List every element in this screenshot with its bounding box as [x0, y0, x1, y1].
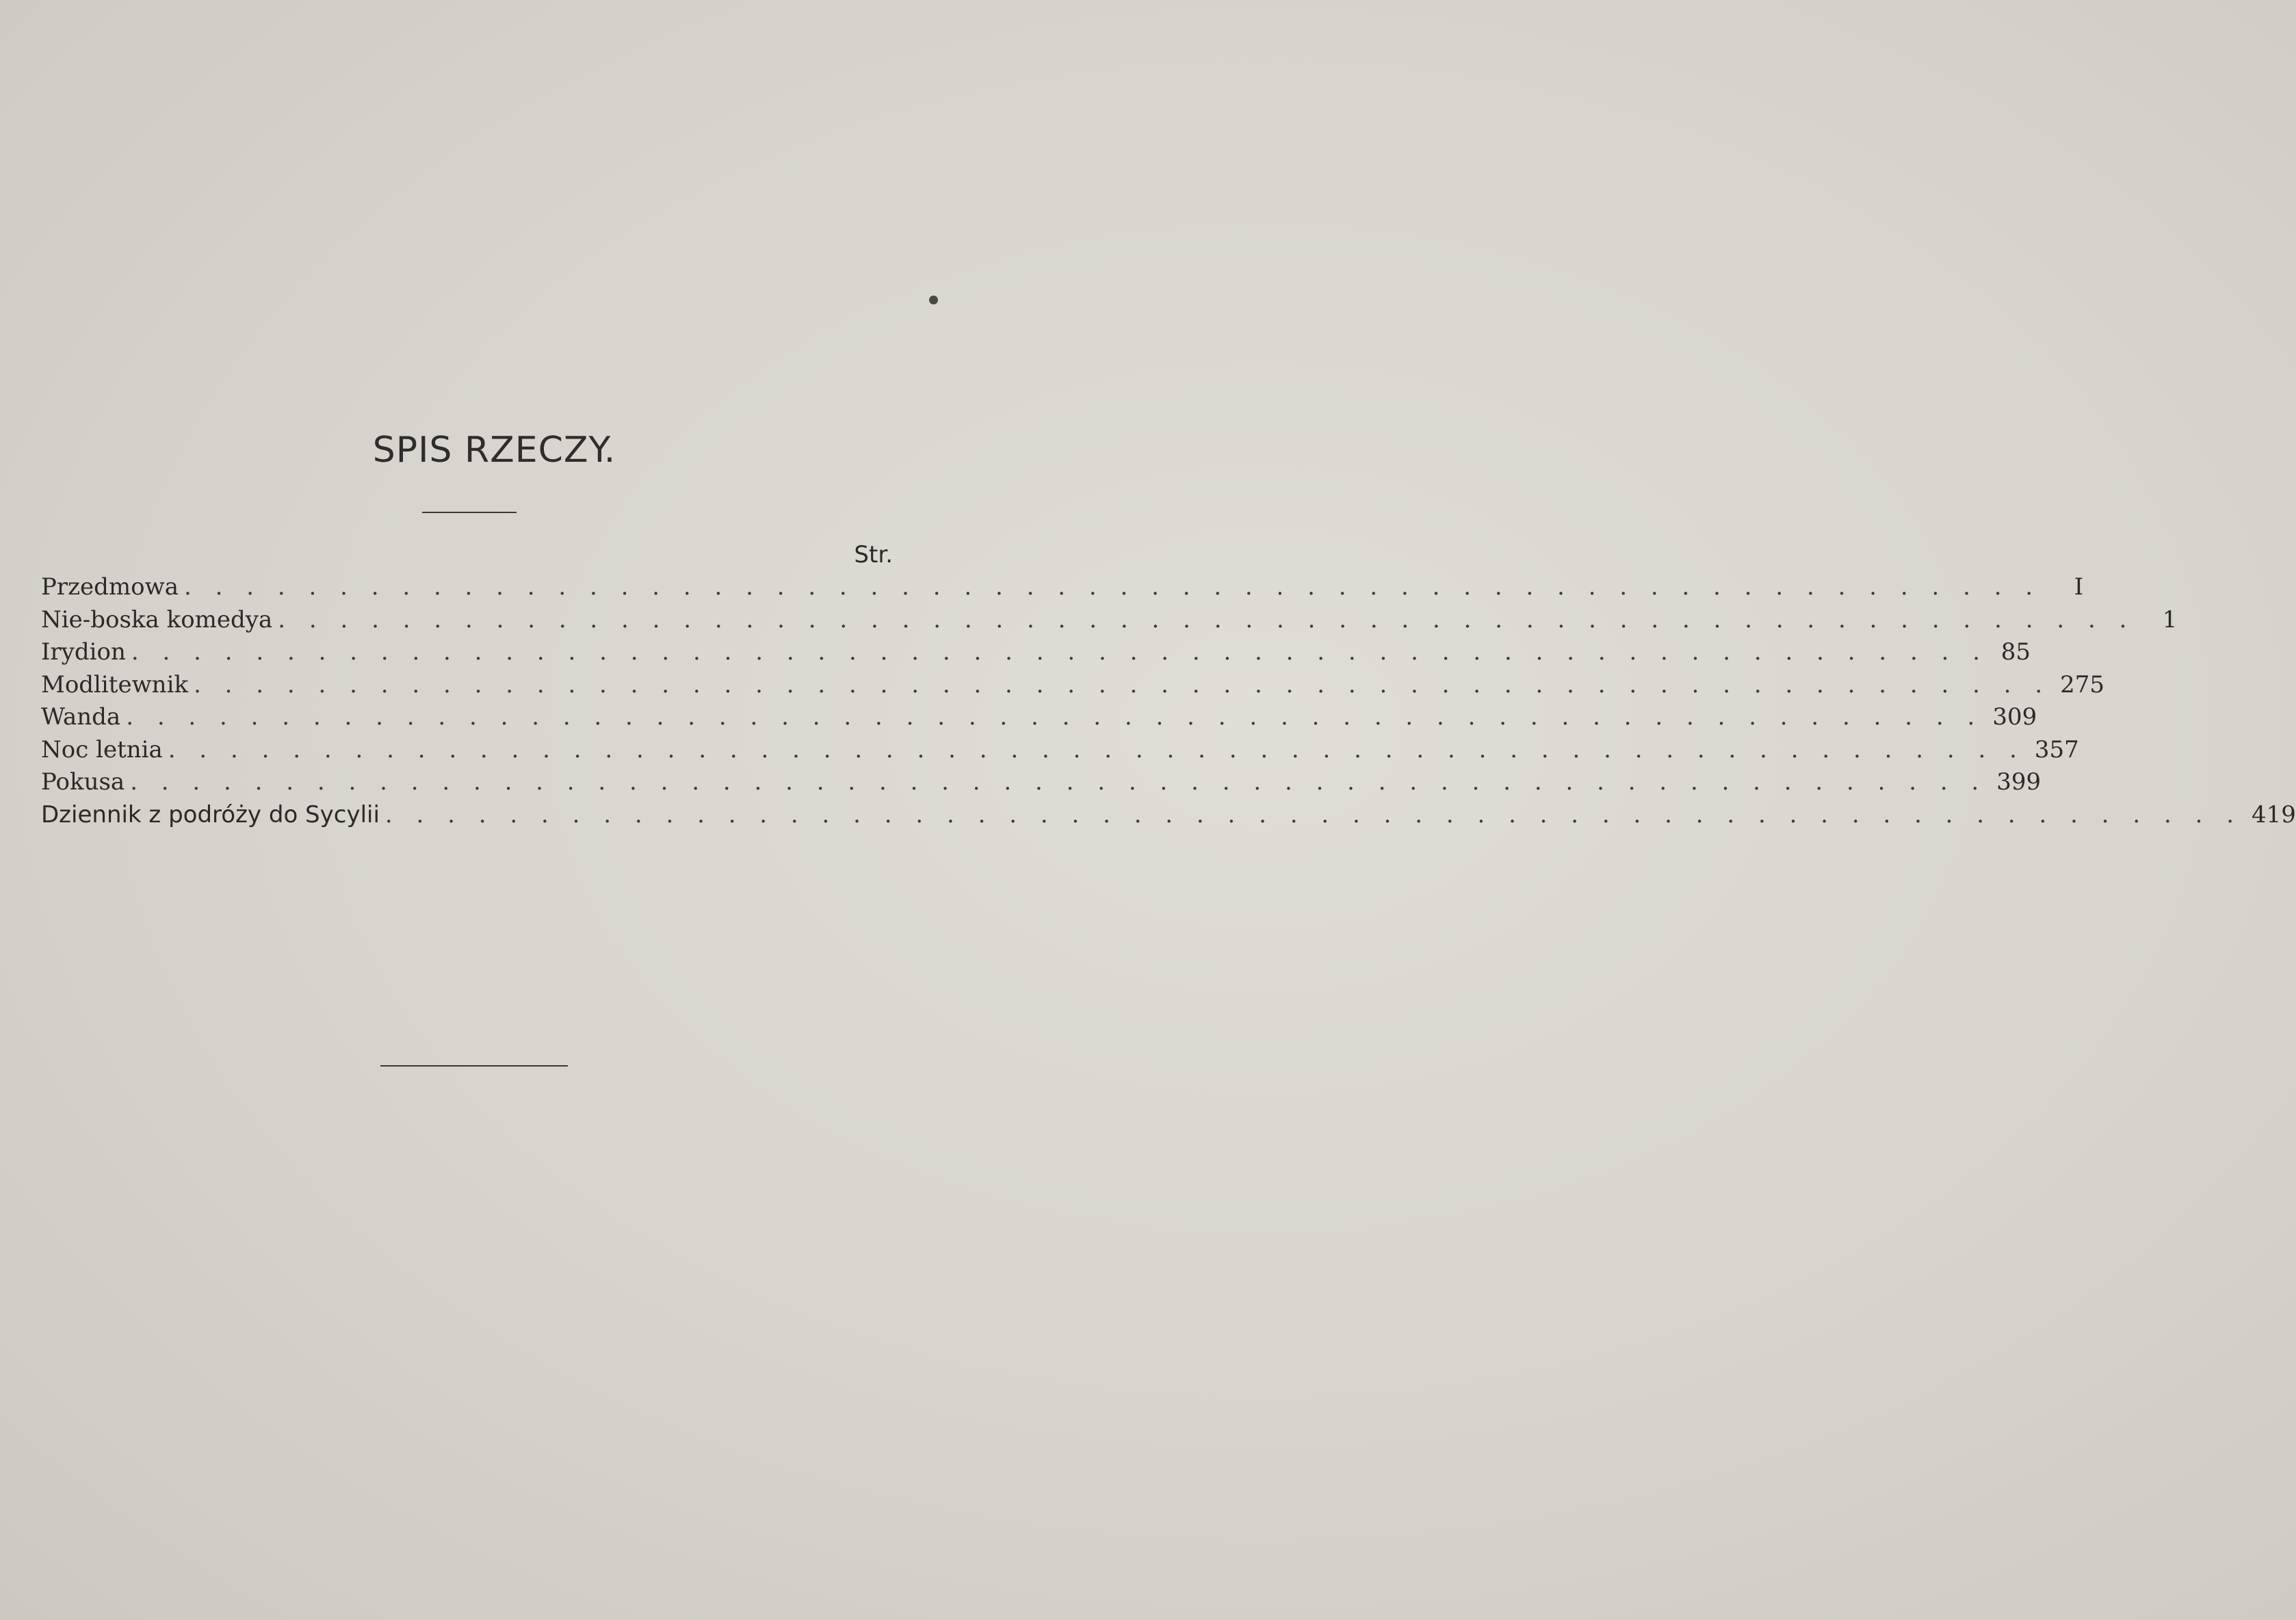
- page-column-header: Str.: [854, 541, 893, 569]
- dot-leader: . . . . . . . . . . . . . . . . . . . . . . . . . . . . . . . . . . . . . . . . . . . . . . . . . . . . . . . . . . . .: [126, 703, 1983, 731]
- dot-leader: . . . . . . . . . . . . . . . . . . . . . . . . . . . . . . . . . . . . . . . . . . . . . . . . . . . . . . . . . . . .: [194, 670, 2051, 698]
- dot-leader: . . . . . . . . . . . . . . . . . . . . . . . . . . . . . . . . . . . . . . . . . . . . . . . . . . . . . . . . . . . .: [384, 800, 2243, 828]
- table-of-contents: [41, 539, 2296, 831]
- toc-entry-title: Noc letnia: [41, 735, 163, 763]
- toc-entry: [41, 701, 2037, 734]
- toc-entry-title: Wanda: [41, 703, 121, 731]
- toc-entry: [41, 636, 2031, 669]
- toc-entry: [41, 734, 2079, 767]
- toc-entry: [41, 766, 2041, 799]
- toc-entry-title: Modlitewnik: [41, 670, 189, 698]
- toc-entry: [41, 799, 2296, 832]
- dot-leader: . . . . . . . . . . . . . . . . . . . . . . . . . . . . . . . . . . . . . . . . . . . . . . . . . . . . . . . . . . . .: [131, 638, 1989, 666]
- toc-entry-page: 85: [2000, 638, 2031, 666]
- toc-entry-page: I: [2074, 573, 2084, 601]
- toc-entry-page: 357: [2034, 735, 2079, 763]
- toc-entry-title: Nie-boska komedya: [41, 605, 273, 633]
- page-title: SPIS RZECZY.: [372, 430, 616, 471]
- toc-entry-title: Irydion: [41, 638, 126, 666]
- dot-leader: . . . . . . . . . . . . . . . . . . . . . . . . . . . . . . . . . . . . . . . . . . . . . . . . . . . . . . . . . . . .: [130, 768, 1987, 796]
- title-rule: [422, 512, 517, 513]
- toc-entry: [41, 669, 2105, 702]
- ink-speck: [929, 296, 938, 304]
- toc-entry-page: 419: [2252, 800, 2296, 828]
- toc-entry-page: 309: [1992, 703, 2037, 731]
- toc-entry: [41, 604, 2178, 637]
- dot-leader: . . . . . . . . . . . . . . . . . . . . . . . . . . . . . . . . . . . . . . . . . . . . . . . . . . . . . . . . . . . .: [278, 605, 2135, 633]
- dot-leader: . . . . . . . . . . . . . . . . . . . . . . . . . . . . . . . . . . . . . . . . . . . . . . . . . . . . . . . . . . . .: [168, 735, 2025, 763]
- toc-entry-page: 275: [2060, 670, 2105, 698]
- toc-entry-title: Przedmowa: [41, 573, 179, 601]
- toc-entry-page: 1: [2162, 605, 2178, 633]
- toc-entry: [41, 571, 2084, 604]
- end-rule: [380, 1065, 568, 1067]
- toc-entry-title: Pokusa: [41, 768, 125, 796]
- toc-entry-page: 399: [1996, 768, 2041, 796]
- dot-leader: . . . . . . . . . . . . . . . . . . . . . . . . . . . . . . . . . . . . . . . . . . . . . . . . . . . . . . . . . . . .: [184, 573, 2041, 601]
- toc-entry-title: Dziennik z podróży do Sycylii: [41, 800, 380, 828]
